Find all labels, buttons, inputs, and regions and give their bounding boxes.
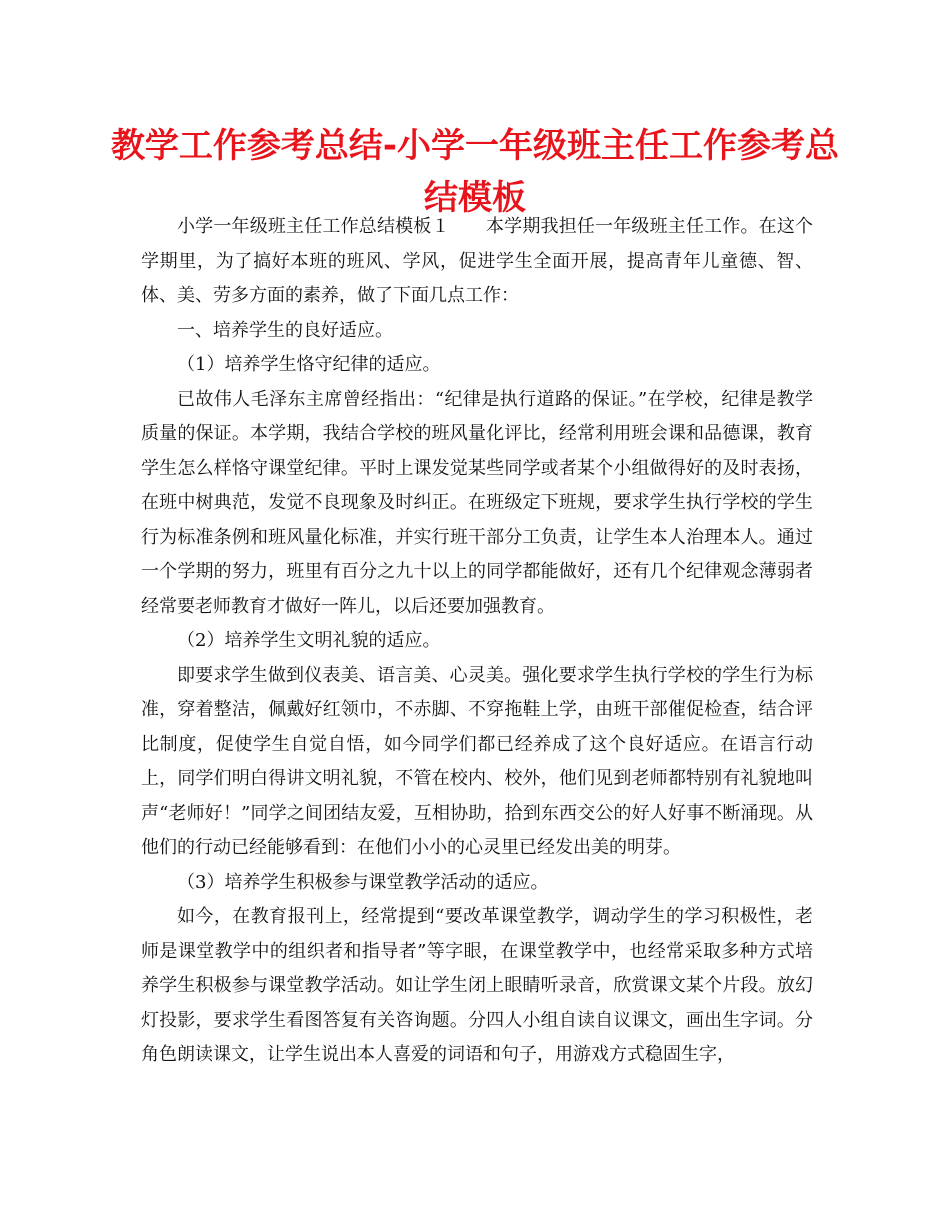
subsection-heading-1: （1）培养学生恪守纪律的适应。 <box>177 354 441 375</box>
document-body <box>141 210 813 1073</box>
subsection-heading-3: （3）培养学生积极参与课堂教学活动的适应。 <box>177 871 549 893</box>
paragraph-intro: 小学一年级班主任工作总结模板１ 本学期我担任一年级班主任工作。在这个学期里，为了搞好本班的班风、学风，促进学生全面开展，提高青年儿童德、智、体、美、劳多方面的素养，做了下面几点工作： <box>141 216 813 306</box>
paragraph-manners: 即要求学生做到仪表美、语言美、心灵美。强化要求学生执行学校的学生行为标准，穿着整洁，佩戴好红领巾，不赤脚、不穿拖鞋上学，由班干部催促检查，结合评比制度，促使学生自觉自悟，如今同学们都已经养成了这个良好适应。在语言行动上，同学们明白得讲文明礼貌，不管在校内、校外，他们见到老师都特别有礼貌地叫声“老师好！”同学之间团结友爱，互相协助，拾到东西交公的好人好事不断涌现。从他们的行动已经能够看到：在他们小小的心灵里已经发出美的明芽。 <box>141 664 813 858</box>
paragraph-discipline: 已故伟人毛泽东主席曾经指出：“纪律是执行道路的保证。”在学校，纪律是教学质量的保证。本学期，我结合学校的班风量化评比，经常利用班会课和品德课，教育学生怎么样恪守课堂纪律。平时上课发觉某些同学或者某个小组做得好的及时表扬，在班中树典范，发觉不良现象及时纠正。在班级定下班规，要求学生执行学校的学生行为标准条例和班风量化标准，并实行班干部分工负责，让学生本人治理本人。通过一个学期的努力，班里有百分之九十以上的同学都能做好，还有几个纪律观念薄弱者经常要老师教育才做好一阵儿，以后还要加强教育。 <box>141 388 813 617</box>
paragraph-participation: 如今，在教育报刊上，经常提到“要改革课堂教学，调动学生的学习积极性，老师是课堂教学中的组织者和指导者”等字眼，在课堂教学中，也经常采取多种方式培养学生积极参与课堂教学活动。如让学生闭上眼睛听录音，欣赏课文某个片段。放幻灯投影，要求学生看图答复有关咨询题。分四人小组自读自议课文，画出生字词。分角色朗读课文，让学生说出本人喜爱的词语和句子，用游戏方式稳固生字， <box>141 906 813 1065</box>
section-heading-1: 一、培养学生的良好适应。 <box>177 319 393 341</box>
subsection-heading-2: （2）培养学生文明礼貌的适应。 <box>177 630 441 651</box>
document-title: 教学工作参考总结-小学一年级班主任工作参考总结模板 <box>110 126 840 218</box>
